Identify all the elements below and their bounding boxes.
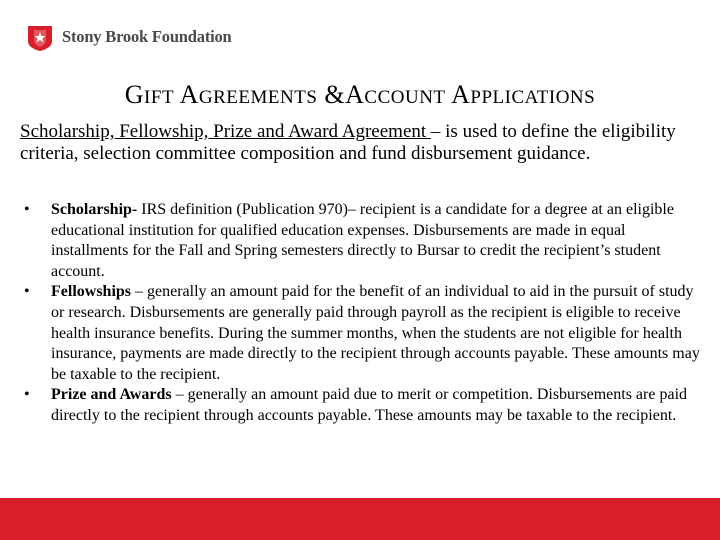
definition-list <box>24 200 700 427</box>
term-label: Fellowships <box>51 283 132 301</box>
list-item-fellowships <box>24 282 700 385</box>
logo-text: Stony Brook Foundation <box>62 27 232 46</box>
term-description: IRS definition (Publication 970)– recipient is a candidate for a degree at an eligible educational institution for qualified education expenses. Disbursements are made in equal installments for the Fall and Spring semesters directly to Bursar to credit the recipient’s student account. <box>51 201 674 280</box>
intro-paragraph <box>20 121 710 165</box>
list-item-prize-awards <box>24 385 700 426</box>
bullet-icon: • <box>24 386 30 404</box>
term-description: – generally an amount paid for the benefit of an individual to aid in the pursuit of study or research. Disbursements are generally paid through payroll as the recipient is eligible to receive health insurance benefits. During the summer months, when the students are not eligible for health insurance, payments are made directly to the recipient through accounts payable. These amounts may be taxable to the recipient. <box>51 283 700 383</box>
footer-bar <box>0 498 720 540</box>
agreement-link[interactable]: Scholarship, Fellowship, Prize and Award Agreement <box>20 121 431 142</box>
bullet-icon: • <box>24 201 30 218</box>
term-label: Scholarship- <box>51 201 138 218</box>
intro-text: – is used to define the eligibility criteria, selection committee composition and fund disbursement guidance. <box>20 121 676 164</box>
page-title: GIFT AGREEMENTS &ACCOUNT APPLICATIONS <box>124 80 596 109</box>
list-item-scholarship <box>24 200 700 282</box>
bullet-icon: • <box>24 283 30 301</box>
term-description: – generally an amount paid due to merit or competition. Disbursements are paid directly to the recipient through accounts payable. These amounts may be taxable to the recipient. <box>51 386 688 424</box>
stony-brook-flag-icon <box>25 22 55 52</box>
term-label: Prize and Awards <box>51 386 172 404</box>
stony-brook-foundation-logo <box>25 22 232 52</box>
